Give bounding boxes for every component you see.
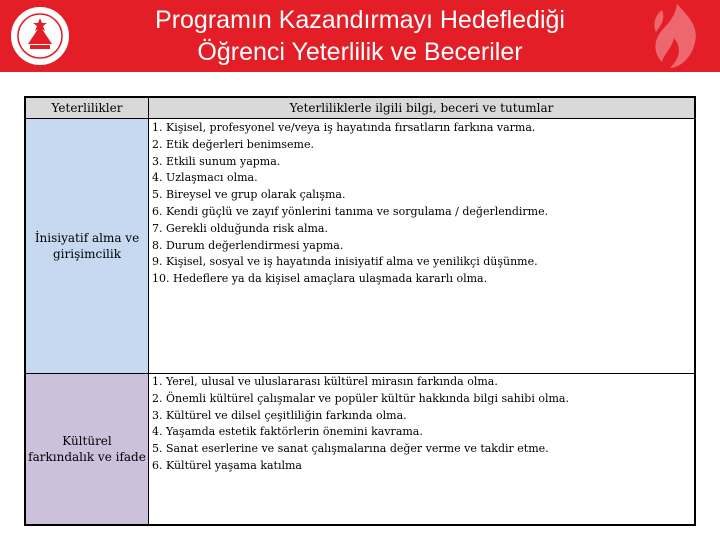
list-item: 9. Kişisel, sosyal ve iş hayatında inisiyatif alma ve yenilikçi düşünme.	[152, 255, 538, 269]
row-label-text: İnisiyatif alma ve girişimcilik	[34, 231, 140, 261]
slide-header	[0, 0, 720, 72]
initiative-item-list	[152, 120, 548, 288]
list-item: 10. Hedeflere ya da kişisel amaçlara ulaşmada kararlı olma.	[152, 272, 488, 286]
row-label-text: Kültürel farkındalık ve ifade	[28, 434, 146, 464]
list-item: 4. Yaşamda estetik faktörlerin önemini kavrama.	[152, 425, 423, 439]
list-item: 8. Durum değerlendirmesi yapma.	[152, 238, 344, 252]
list-item: 5. Bireysel ve grup olarak çalışma.	[152, 188, 346, 202]
list-item: 4. Uzlaşmacı olma.	[152, 171, 258, 185]
list-item: 6. Kültürel yaşama katılma	[152, 458, 302, 472]
list-item: 3. Kültürel ve dilsel çeşitliliğin farkında olma.	[152, 408, 407, 422]
title-line-1: Programın Kazandırmayı Hedeflediği	[155, 6, 565, 34]
cultural-item-list	[152, 374, 569, 475]
list-item: 2. Etik değerleri benimseme.	[152, 137, 314, 151]
column-header-competencies: Yeterlilikler	[26, 98, 149, 119]
flame-decoration-icon	[642, 2, 712, 70]
list-item: 1. Yerel, ulusal ve uluslararası kültürel mirasın farkında olma.	[152, 375, 498, 388]
list-item: 6. Kendi güçlü ve zayıf yönlerini tanıma ve sorgulama / değerlendirme.	[152, 204, 549, 218]
list-item: 2. Önemli kültürel çalışmalar ve popüler kültür hakkında bilgi sahibi olma.	[152, 391, 569, 405]
slide-title	[80, 4, 640, 68]
title-line-2: Öğrenci Yeterlilik ve Beceriler	[197, 38, 523, 66]
row-label-initiative	[26, 119, 149, 374]
list-item: 1. Kişisel, profesyonel ve/veya iş hayatında fırsatların farkına varma.	[152, 121, 536, 134]
list-item: 7. Gerekli olduğunda risk alma.	[152, 221, 328, 235]
list-item: 5. Sanat eserlerine ve sanat çalışmalarına değer verme ve takdir etme.	[152, 442, 549, 456]
column-header-knowledge-skills: Yeterliliklerle ilgili bilgi, beceri ve tutumlar	[149, 98, 694, 119]
ministry-logo-icon	[8, 4, 72, 68]
competency-table	[24, 96, 696, 526]
list-item: 3. Etkili sunum yapma.	[152, 154, 281, 168]
row-label-cultural-awareness	[26, 374, 149, 524]
